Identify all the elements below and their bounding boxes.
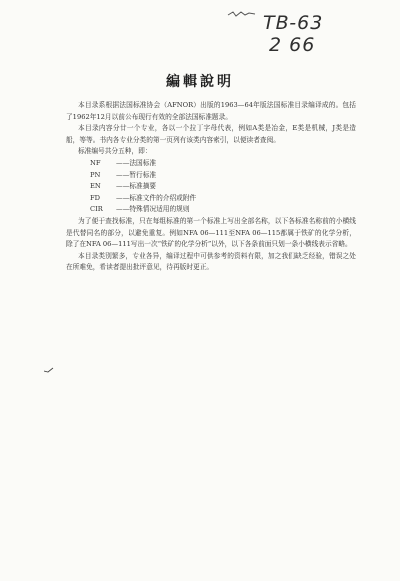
paragraph-numbering-intro: 标准编号共分五种，即： [78, 147, 152, 156]
handwritten-note-line-2: 2 66 [269, 34, 316, 56]
category-code: CIR [90, 205, 103, 214]
category-label: ——法国标准 [116, 158, 157, 167]
category-row-en [90, 181, 356, 193]
category-row-cir [90, 204, 356, 216]
category-row-nf [90, 158, 356, 170]
paragraph-errata-request: 本目录类别繁多，专业各异，编译过程中可供参考的资料有限，加之我们缺乏经验，错误之处在所难免，希读者提出批评意见，待再版时更正。 [66, 251, 356, 272]
category-code: EN [90, 182, 101, 191]
paragraph-lookup-rule: 为了便于查找标准，只在每组标准的第一个标准上写出全部名称，以下各标准名称前的小横线是代替同名的部分，以避免重复。例如NFA 06—111至NFA 06—115都属于铁矿的化学分析，除了在NFA 06—111写出一次“铁矿的化学分析”以外，以下各条前面只划一条小横线表示省略。 [66, 216, 356, 249]
category-label: ——标准摘要 [116, 182, 157, 191]
handwritten-catalog-note [263, 12, 381, 56]
handwritten-note-line-1: TB-63 [263, 12, 324, 34]
category-code: PN [90, 170, 101, 179]
category-row-fd [90, 193, 356, 205]
document-body [66, 100, 356, 274]
paragraph-source: 本目录系根据法国标准协会（AFNOR）出版的1963—64年版法国标准目录编译成的。包括了1962年12月以前公布现行有效的全部法国标准题录。 [66, 101, 356, 121]
category-code: NF [90, 158, 101, 167]
pencil-tick-mark [44, 367, 54, 373]
paragraph-categories: 本目录内容分廿一个专业，各以一个拉丁字母代表，例如A类是冶金，E类是机械，J类是造船，等等。书内各专业分类的第一页列有该类内容索引，以便读者查阅。 [66, 124, 356, 144]
page-title: 編輯說明 [166, 74, 234, 90]
category-code: FD [90, 193, 101, 202]
category-label: ——标准文件的介绍或附件 [116, 193, 197, 202]
category-label: ——特殊情况适用的规则 [116, 205, 190, 214]
ink-smudge-mark [227, 10, 257, 18]
category-row-pn [90, 170, 356, 182]
category-label: ——暂行标准 [116, 170, 157, 179]
